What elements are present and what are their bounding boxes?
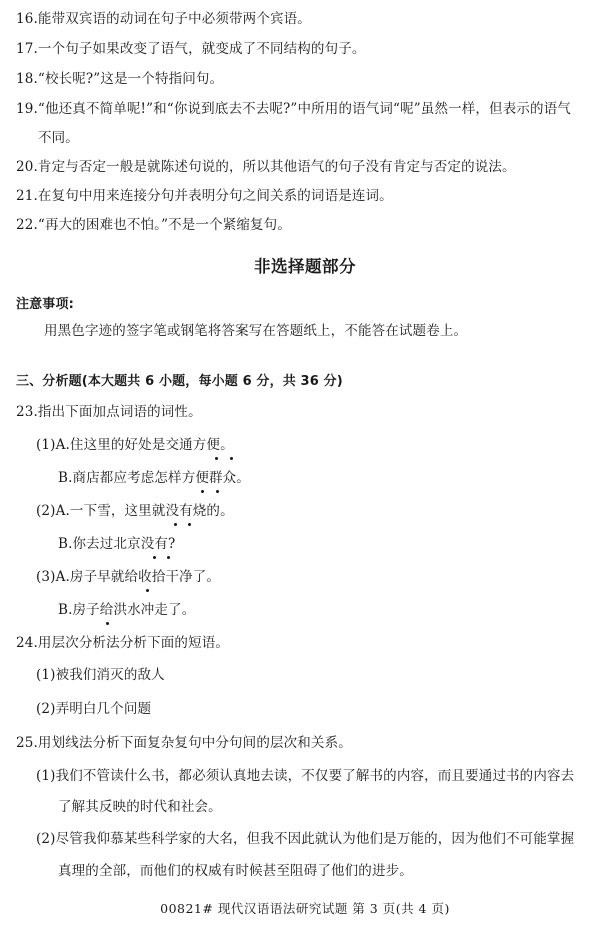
item-20: 20.肯定与否定一般是就陈述句说的，所以其他语气的句子没有肯定与否定的说法。	[16, 159, 516, 175]
item-19: 19.“他还真不简单呢!”和“你说到底去不去呢?”中所用的语气词“呢”虽然一样，但表示的语气	[16, 101, 571, 117]
question-24: 24.用层次分析法分析下面的短语。	[16, 635, 230, 651]
emphasis-dot	[188, 523, 191, 526]
q23-1b: B.商店都应考虑怎样方便群众。	[58, 470, 250, 486]
notice-label: 注意事项:	[16, 297, 74, 312]
emphasis-dot	[216, 490, 219, 493]
q23-2a: (2)A.一下雪，这里就没有烧的。	[36, 503, 234, 519]
q25-2-continuation: 真理的全部，而他们的权威有时候甚至阻碍了他们的进步。	[58, 863, 413, 879]
page-footer: 00821# 现代汉语语法研究试题 第 3 页(共 4 页)	[160, 901, 450, 916]
item-19-continuation: 不同。	[38, 130, 79, 146]
item-21: 21.在复句中用来连接分句并表明分句之间关系的词语是连词。	[16, 188, 393, 204]
emphasis-dot	[174, 523, 177, 526]
emphasis-dot	[230, 457, 233, 460]
q24-2: (2)弄明白几个问题	[36, 701, 152, 717]
item-18: 18.“校长呢?”这是一个特指问句。	[16, 71, 224, 87]
item-22: 22.“再大的困难也不怕。”不是一个紧缩复句。	[16, 217, 291, 233]
question-25: 25.用划线法分析下面复杂复句中分句间的层次和关系。	[16, 735, 352, 751]
notice-text: 用黑色字迹的签字笔或钢笔将答案写在答题纸上，不能答在试题卷上。	[44, 323, 468, 339]
q25-2: (2)尽管我仰慕某些科学家的大名，但我不因此就认为他们是万能的，因为他们不可能掌握	[36, 831, 575, 847]
q23-2b: B.你去过北京没有?	[58, 536, 176, 552]
emphasis-dot	[106, 622, 109, 625]
q23-1a: (1)A.住这里的好处是交通方便。	[36, 437, 234, 453]
section-title: 非选择题部分	[254, 257, 356, 276]
emphasis-dot	[215, 457, 218, 460]
emphasis-dot	[201, 490, 204, 493]
item-17: 17.一个句子如果改变了语气，就变成了不同结构的句子。	[16, 41, 366, 57]
q23-3a: (3)A.房子早就给收拾干净了。	[36, 569, 221, 585]
question-23: 23.指出下面加点词语的词性。	[16, 404, 202, 420]
part3-header: 三、分析题(本大题共 6 小题，每小题 6 分，共 36 分)	[16, 374, 343, 389]
q25-1-continuation: 了解其反映的时代和社会。	[58, 799, 222, 815]
emphasis-dot	[167, 556, 170, 559]
item-16: 16.能带双宾语的动词在句子中必须带两个宾语。	[16, 11, 311, 27]
emphasis-dot	[153, 556, 156, 559]
emphasis-dot	[146, 589, 149, 592]
q23-3b: B.房子给洪水冲走了。	[58, 602, 196, 618]
q25-1: (1)我们不管读什么书，都必须认真地去读，不仅要了解书的内容，而且要通过书的内容去	[36, 768, 575, 784]
q24-1: (1)被我们消灭的敌人	[36, 667, 165, 683]
